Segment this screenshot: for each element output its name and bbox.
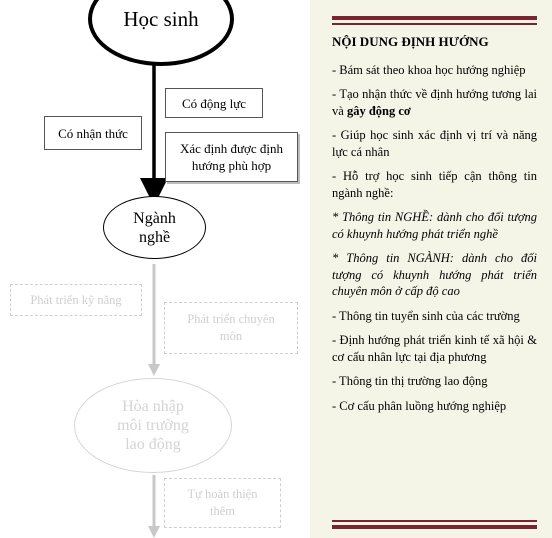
panel-item-5: * Thông tin NGHỀ: dành cho đối tượng có khuynh hướng phát triển nghề <box>332 210 537 241</box>
node-hoa-nhap-line2: môi trường <box>117 417 189 434</box>
panel-item-7: - Thông tin tuyển sinh của các trường <box>332 308 520 323</box>
box-hoan-thien-line2: thêm <box>210 504 235 518</box>
panel-top-rule-thick <box>332 16 537 20</box>
panel-bottom-rule-thin <box>332 520 537 522</box>
box-nhan-thuc <box>44 116 142 150</box>
node-nganh-nghe <box>103 196 206 259</box>
panel-item-4: - Hỗ trợ học sinh tiếp cận thông tin ngành nghề: <box>332 169 537 200</box>
box-dinh-huong <box>165 132 298 182</box>
panel-item-2-text: - Tạo nhận thức về định hướng tương lai và <box>332 87 537 118</box>
panel-title: NỘI DUNG ĐỊNH HƯỚNG <box>332 34 489 49</box>
panel-item-2-bold: gây động cơ <box>346 103 411 118</box>
panel-top-rule-thin <box>332 23 537 25</box>
panel-item-6: * Thông tin NGÀNH: dành cho đối tượng có khuynh hướng phát triển chuyên môn ở cấp độ cao <box>332 251 537 298</box>
node-nganh-nghe-line2: nghề <box>138 228 171 246</box>
box-chuyen-mon-line1: Phát triển chuyên <box>187 312 275 326</box>
box-hoan-thien <box>164 478 281 528</box>
box-chuyen-mon-line2: môn <box>219 329 243 343</box>
box-ky-nang <box>10 284 142 316</box>
box-dinh-huong-line2: hướng phù hợp <box>191 158 272 173</box>
info-panel <box>310 0 552 538</box>
panel-item-3: - Giúp học sinh xác định vị trí và năng lực cá nhân <box>332 128 537 159</box>
panel-item-2 <box>332 86 537 119</box>
node-hoa-nhap-line3: lao động <box>125 436 181 453</box>
panel-content <box>332 34 537 422</box>
box-dong-luc <box>165 88 263 118</box>
box-hoan-thien-line1: Tự hoàn thiện <box>187 487 258 501</box>
panel-item-10: - Cơ cấu phân luồng hướng nghiệp <box>332 398 507 413</box>
panel-item-9: - Thông tin thị trường lao động <box>332 374 488 388</box>
node-hoa-nhap-line1: Hòa nhập <box>122 398 184 415</box>
panel-item-8: - Định hướng phát triển kinh tế xã hội & cơ cấu nhân lực tại địa phương <box>332 333 537 364</box>
arrowhead-faded-2 <box>148 526 160 538</box>
box-ky-nang-label: Phát triển kỹ năng <box>30 292 122 307</box>
box-dinh-huong-line1: Xác định được định <box>179 141 284 156</box>
arrowhead-faded-1 <box>148 364 160 376</box>
box-nhan-thuc-label: Có nhận thức <box>58 125 128 141</box>
box-dong-luc-label: Có động lực <box>181 95 247 111</box>
node-hoc-sinh-label: Học sinh <box>123 6 199 31</box>
panel-bottom-rule-thick <box>332 525 537 529</box>
node-hoa-nhap <box>74 378 232 473</box>
node-nganh-nghe-line1: Ngành <box>133 209 176 227</box>
box-chuyen-mon <box>164 302 298 354</box>
panel-item-1: - Bám sát theo khoa học hướng nghiệp <box>332 62 526 77</box>
